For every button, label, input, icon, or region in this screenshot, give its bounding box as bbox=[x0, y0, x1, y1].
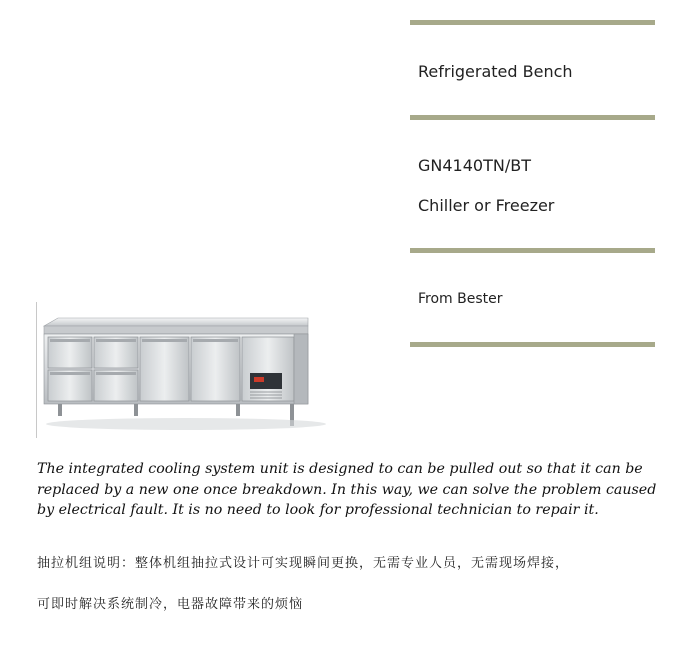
product-model: GN4140TN/BT bbox=[418, 156, 531, 175]
refrigerated-bench-image bbox=[36, 300, 326, 440]
product-category: Refrigerated Bench bbox=[418, 62, 573, 81]
divider-4 bbox=[410, 342, 655, 347]
description-chinese-line-1: 抽拉机组说明：整体机组抽拉式设计可实现瞬间更换，无需专业人员，无需现场焊接， bbox=[37, 556, 570, 571]
description-chinese-line-2: 可即时解决系统制冷，电器故障带来的烦恼 bbox=[37, 597, 304, 612]
divider-3 bbox=[410, 248, 655, 253]
description-english: The integrated cooling system unit is designed to can be pulled out so that it can be replaced by a new one once breakdown. In this way, we can solve the problem caused by electrical fault. It is no need to look for professional technician to repair it. bbox=[37, 461, 657, 518]
product-brand: From Bester bbox=[418, 291, 503, 307]
product-type: Chiller or Freezer bbox=[418, 196, 555, 215]
divider-2 bbox=[410, 115, 655, 120]
divider-1 bbox=[410, 20, 655, 25]
